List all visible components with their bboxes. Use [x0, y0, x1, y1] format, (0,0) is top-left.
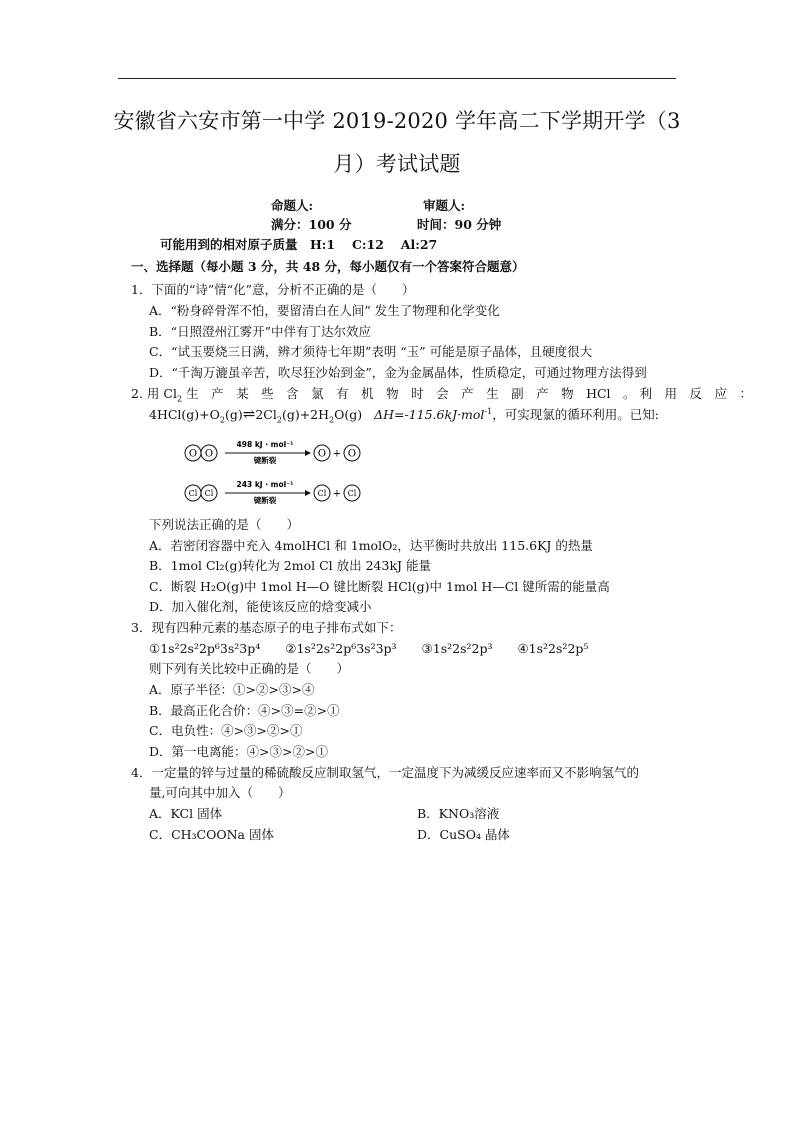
q3-option-b: B．最高正化合价：④>③=②>①	[149, 703, 340, 718]
cl-atom-label: Cl	[317, 489, 327, 498]
o-atom-label: O	[188, 448, 198, 460]
o-atom-label: O	[204, 448, 214, 460]
title-line-1: 安徽省六安市第一中学 2019-2020 学年高二下学期开学（3	[113, 109, 681, 133]
q1-option-d: D．“千淘万漉虽辛苦，吹尽狂沙始到金”，金为金属晶体，性质稳定，可通过物理方法得到	[149, 365, 647, 380]
q4-stem-line2: 量,可向其中加入（ ）	[149, 785, 291, 800]
q2-option-c: C．断裂 H₂O(g)中 1mol H—O 键比断裂 HCl(g)中 1mol H—Cl 键所需的能量高	[149, 579, 610, 594]
q3-option-d: D．第一电离能：④>③>②>①	[149, 744, 328, 759]
bond-energy-label: 498 kJ · mol⁻¹	[236, 440, 294, 449]
cl2-bond-diagram	[180, 478, 370, 508]
bond-energy-label: 243 kJ · mol⁻¹	[236, 480, 294, 489]
section-heading: 一、选择题（每小题 3 分，共 48 分，每小题仅有一个答案符合题意）	[131, 259, 525, 274]
q1-stem: 1．下面的“诗”情“化”意，分析不正确的是（ ）	[131, 282, 415, 297]
plus-sign: +	[332, 448, 342, 460]
reviewer-label: 审题人:	[423, 198, 466, 213]
time-label: 时间：90 分钟	[417, 217, 502, 232]
q1-option-a: A．“粉身碎骨浑不怕，要留清白在人间” 发生了物理和化学变化	[149, 303, 500, 318]
q4-option-a: A．KCl 固体	[149, 806, 223, 821]
q2-word-use: 用	[146, 386, 160, 401]
score-label: 满分：100 分	[271, 217, 352, 232]
cl-atom-label: Cl	[188, 489, 198, 498]
plus-sign: +	[332, 488, 342, 500]
author-label: 命题人:	[271, 198, 314, 213]
arrowhead	[305, 490, 311, 496]
q2-number: 2.	[131, 386, 143, 401]
q3-configs: ①1s²2s²2p⁶3s²3p⁴ ②1s²2s²2p⁶3s²3p³ ③1s²2s²2p³ ④1s²2s²2p⁵	[149, 641, 589, 656]
q4-option-c: C．CH₃COONa 固体	[149, 827, 274, 842]
q3-option-c: C．电负性：④>③>②>①	[149, 723, 303, 738]
q4-option-d: D．CuSO₄ 晶体	[417, 827, 510, 842]
q3-option-a: A．原子半径：①>②>③>④	[149, 682, 315, 697]
bond-break-label: 键断裂	[253, 456, 277, 465]
header-rule	[118, 78, 676, 79]
q4-stem-line1: 4．一定量的锌与过量的稀硫酸反应制取氢气，一定温度下为减缓反应速率而又不影响氢气的	[131, 765, 639, 780]
o-atom-label: O	[317, 448, 327, 460]
q3-question: 则下列有关比较中正确的是（ ）	[149, 661, 350, 676]
q4-option-b: B．KNO₃溶液	[417, 806, 500, 821]
o2-bond-diagram	[180, 438, 370, 468]
page-title	[110, 100, 684, 186]
arrowhead	[305, 450, 311, 456]
bond-break-label: 键断裂	[253, 496, 277, 505]
cl-atom-label: Cl	[347, 489, 357, 498]
cl-atom-label: Cl	[204, 489, 214, 498]
q2-option-a: A．若密闭容器中充入 4molHCl 和 1molO₂，达平衡时共放出 115.6KJ 的热量	[149, 538, 593, 553]
q2-option-d: D．加入催化剂，能使该反应的焓变减小	[149, 599, 372, 614]
o-atom-label: O	[347, 448, 357, 460]
q2-stem-line	[131, 385, 753, 404]
title-line-2: 月）考试试题	[333, 152, 461, 176]
atomic-masses: 可能用到的相对原子质量 H:1 C:12 Al:27	[160, 237, 438, 252]
q3-stem: 3．现有四种元素的基态原子的电子排布式如下：	[131, 620, 402, 635]
q2-stem-rest: 生 产 某 些 含 氯 有 机 物 时 会 产 生 副 产 物 HCl 。 利 用 反 应 ：	[186, 386, 753, 401]
q2-option-b: B．1mol Cl₂(g)转化为 2mol Cl 放出 243kJ 能量	[149, 558, 432, 573]
q2-question: 下列说法正确的是（ ）	[149, 517, 300, 532]
q1-option-b: B．“日照澄州江雾开”中伴有丁达尔效应	[149, 324, 371, 339]
q2-cl2: $Cl_2$	[163, 386, 183, 404]
q2-equation: $4HCl(g)+O_2(g)\rightleftharpoons 2Cl_2(g)+2H_2O(g)$ ΔH=-115.6kJ·mol$^{-1}$，可实现氯的循环利用。已知:	[149, 405, 659, 425]
q1-option-c: C．“试玉要烧三日满，辨才须待七年期”表明 “玉” 可能是原子晶体，且硬度很大	[149, 344, 593, 359]
